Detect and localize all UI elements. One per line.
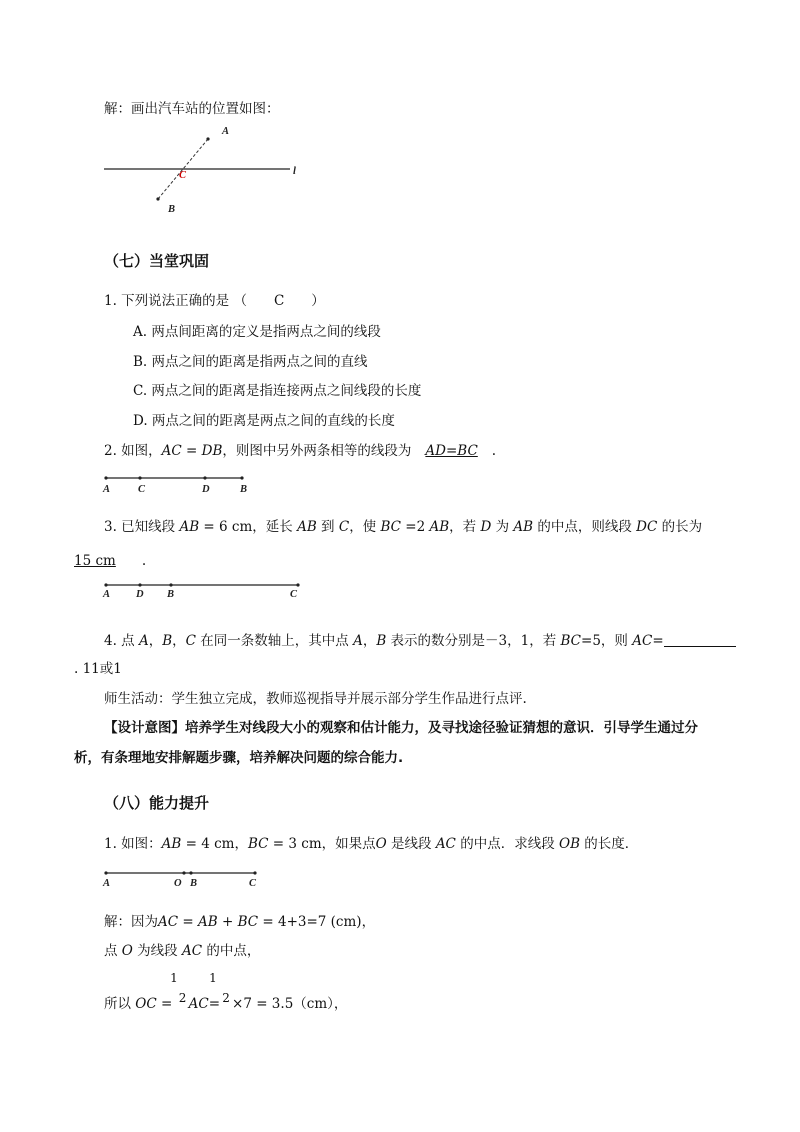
label-a: A <box>103 589 111 600</box>
label-d: D <box>136 589 144 600</box>
solution-text: 解：画出汽车站的位置如图： <box>104 101 280 117</box>
figure-station <box>104 126 296 215</box>
point-c <box>296 583 299 586</box>
label-c: C <box>290 589 298 600</box>
point-o <box>182 871 185 874</box>
label-b: B <box>167 589 175 600</box>
point-a <box>206 137 209 140</box>
label-b: B <box>240 484 248 495</box>
point-b <box>169 583 172 586</box>
point-b <box>240 476 243 479</box>
q2-stem: 2. 如图，AC = DB，则图中另外两条相等的线段为 AD=BC . <box>104 443 497 459</box>
s8-q1-stem: 1. 如图：AB = 4 cm，BC = 3 cm，如果点O 是线段 AC 的中点．求线段 OB 的长度． <box>104 836 639 852</box>
label-a: A <box>222 126 230 137</box>
q1-option-c: C. 两点之间的距离是指连接两点之间线段的长度 <box>133 383 422 399</box>
q1-option-a: A. 两点间距离的定义是指两点之间的线段 <box>133 324 381 340</box>
q3-answer: 15 cm <box>74 553 116 569</box>
q4-answer: . 11或1 <box>74 661 122 677</box>
label-a: A <box>103 878 111 889</box>
design-intent-line2: 析，有条理地安排解题步骤，培养解决问题的综合能力. <box>74 750 404 766</box>
point-a <box>104 871 107 874</box>
fraction-2: 1 <box>209 971 217 985</box>
label-l: l <box>293 166 296 177</box>
label-b: B <box>190 878 198 889</box>
label-o: O <box>174 878 182 889</box>
q2-answer: AD=BC <box>425 443 478 459</box>
figure-q3 <box>102 583 300 600</box>
q3-answer-line: 15 cm . <box>74 553 147 569</box>
point-c <box>138 476 141 479</box>
design-intent-line1: 【设计意图】培养学生对线段大小的观察和估计能力，及寻找途径验证猜想的意识．引导学生通过分 <box>104 720 698 736</box>
s8-sol-line1: 解：因为AC = AB + BC = 4+3=7 (cm)， <box>104 914 376 930</box>
fraction-1: 1 <box>170 971 178 985</box>
label-b: B <box>168 204 176 215</box>
label-c: C <box>249 878 257 889</box>
section-heading-7: （七）当堂巩固 <box>104 252 210 270</box>
label-c: C <box>138 484 146 495</box>
q4-answer-blank <box>664 632 736 647</box>
activity-text: 师生活动：学生独立完成，教师巡视指导并展示部分学生作品进行点评. <box>104 691 527 707</box>
point-d <box>138 583 141 586</box>
s8-sol-line2: 点 O 为线段 AC 的中点， <box>104 943 261 959</box>
point-b <box>189 871 192 874</box>
point-a <box>104 583 107 586</box>
section-heading-8: （八）能力提升 <box>104 794 210 812</box>
q4-stem: 4. 点 A，B，C 在同一条数轴上，其中点 A，B 表示的数分别是－3，1，若 BC=5，则 AC= <box>104 632 736 650</box>
figure-section8-q1 <box>102 871 257 889</box>
label-c: C <box>179 170 187 181</box>
figure-q2 <box>102 476 247 495</box>
point-d <box>203 476 206 479</box>
label-d: D <box>202 484 210 495</box>
q1-option-d: D. 两点之间的距离是两点之间的直线的长度 <box>133 413 395 429</box>
label-a: A <box>103 484 111 495</box>
point-a <box>104 476 107 479</box>
q3-stem: 3. 已知线段 AB = 6 cm，延长 AB 到 C，使 BC =2 AB，若 D 为 AB 的中点，则线段 DC 的长为 <box>104 519 703 535</box>
point-c <box>253 871 256 874</box>
s8-sol-line3: 所以 OC = 2 AC= 2 ×7 = 3.5（cm）， <box>104 991 348 1012</box>
q1-stem: 1. 下列说法正确的是 （ C ） <box>104 293 325 309</box>
point-b <box>156 197 159 200</box>
q1-option-b: B. 两点之间的距离是指两点之间的直线 <box>133 354 368 370</box>
